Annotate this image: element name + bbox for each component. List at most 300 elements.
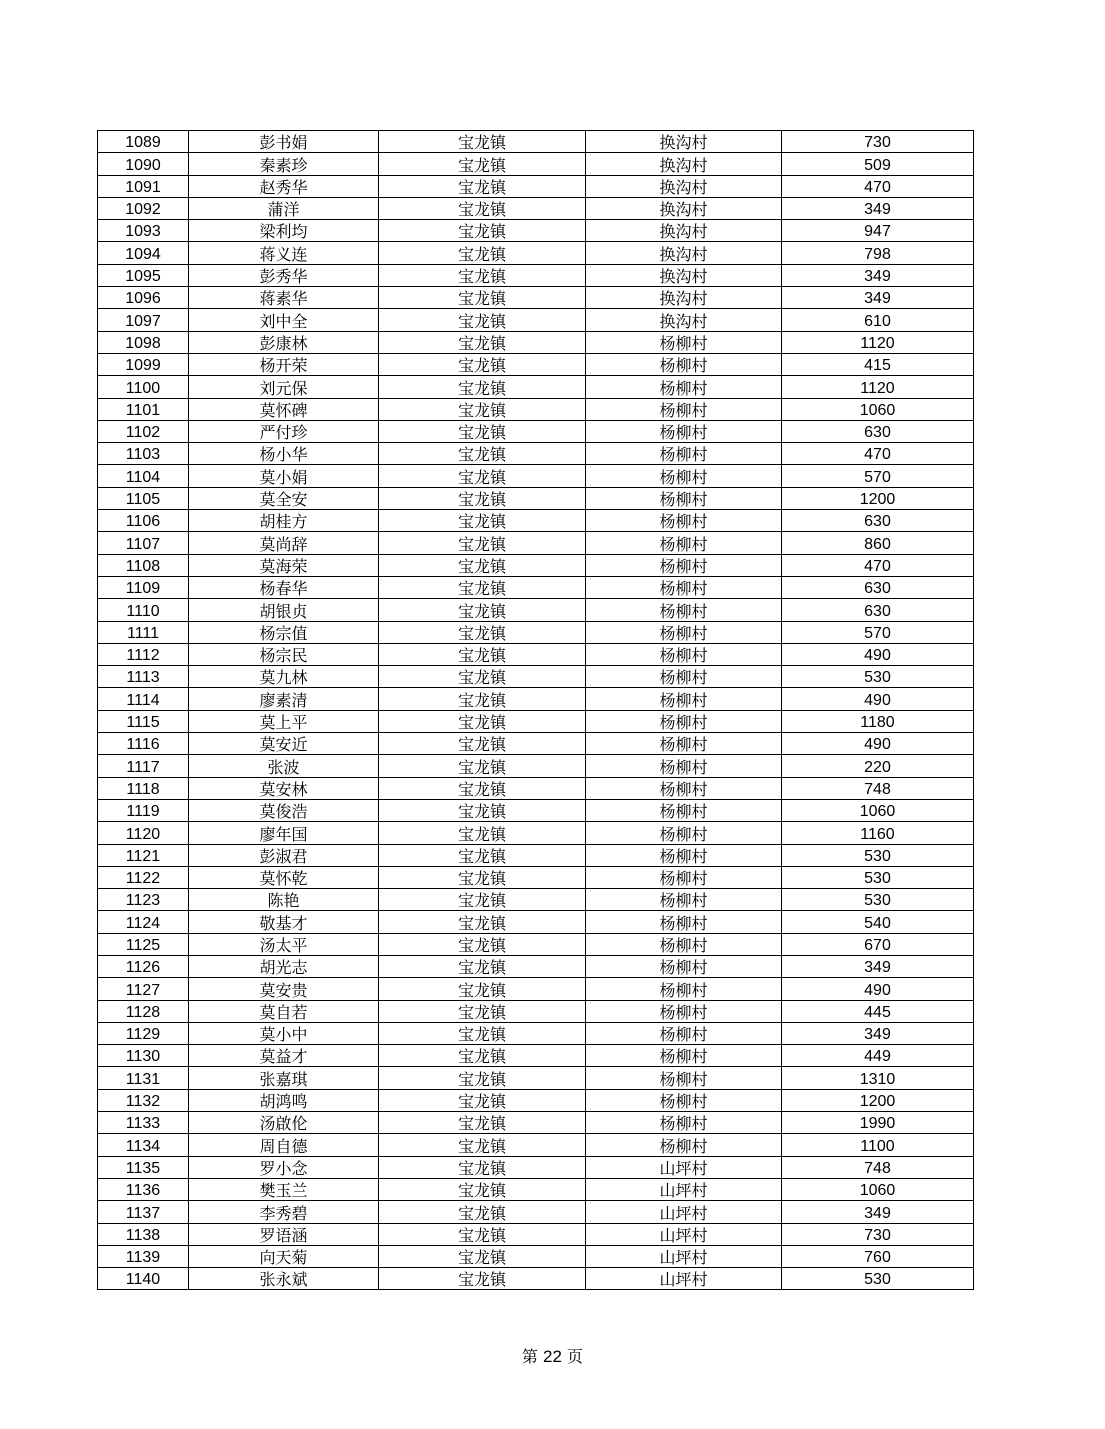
row-id-cell: 1090 bbox=[98, 153, 189, 175]
row-id-cell: 1114 bbox=[98, 688, 189, 710]
row-id-cell: 1106 bbox=[98, 510, 189, 532]
table-row bbox=[98, 844, 974, 866]
amount-cell: 798 bbox=[782, 242, 974, 264]
row-id-cell: 1105 bbox=[98, 487, 189, 509]
name-cell: 蒋素华 bbox=[189, 287, 379, 309]
village-cell: 杨柳村 bbox=[586, 1067, 782, 1089]
village-cell: 杨柳村 bbox=[586, 487, 782, 509]
row-id-cell: 1120 bbox=[98, 822, 189, 844]
table-row bbox=[98, 755, 974, 777]
name-cell: 杨春华 bbox=[189, 576, 379, 598]
amount-cell: 540 bbox=[782, 911, 974, 933]
page-prefix: 第 bbox=[521, 1347, 538, 1366]
row-id-cell: 1116 bbox=[98, 733, 189, 755]
name-cell: 秦素珍 bbox=[189, 153, 379, 175]
name-cell: 莫安近 bbox=[189, 733, 379, 755]
row-id-cell: 1098 bbox=[98, 331, 189, 353]
amount-cell: 349 bbox=[782, 287, 974, 309]
town-cell: 宝龙镇 bbox=[379, 643, 586, 665]
row-id-cell: 1104 bbox=[98, 465, 189, 487]
page-footer bbox=[0, 1344, 1105, 1367]
name-cell: 张嘉琪 bbox=[189, 1067, 379, 1089]
row-id-cell: 1089 bbox=[98, 131, 189, 153]
amount-cell: 1310 bbox=[782, 1067, 974, 1089]
row-id-cell: 1111 bbox=[98, 621, 189, 643]
town-cell: 宝龙镇 bbox=[379, 576, 586, 598]
table-row bbox=[98, 175, 974, 197]
amount-cell: 1120 bbox=[782, 331, 974, 353]
table-row bbox=[98, 1156, 974, 1178]
amount-cell: 530 bbox=[782, 866, 974, 888]
town-cell: 宝龙镇 bbox=[379, 777, 586, 799]
village-cell: 杨柳村 bbox=[586, 710, 782, 732]
village-cell: 山坪村 bbox=[586, 1178, 782, 1200]
town-cell: 宝龙镇 bbox=[379, 1045, 586, 1067]
town-cell: 宝龙镇 bbox=[379, 242, 586, 264]
name-cell: 莫小娟 bbox=[189, 465, 379, 487]
name-cell: 杨小华 bbox=[189, 443, 379, 465]
name-cell: 罗语涵 bbox=[189, 1223, 379, 1245]
town-cell: 宝龙镇 bbox=[379, 666, 586, 688]
village-cell: 杨柳村 bbox=[586, 1134, 782, 1156]
name-cell: 胡鸿鸣 bbox=[189, 1089, 379, 1111]
amount-cell: 1060 bbox=[782, 799, 974, 821]
town-cell: 宝龙镇 bbox=[379, 710, 586, 732]
amount-cell: 1990 bbox=[782, 1112, 974, 1134]
row-id-cell: 1129 bbox=[98, 1022, 189, 1044]
amount-cell: 730 bbox=[782, 1223, 974, 1245]
table-row bbox=[98, 799, 974, 821]
amount-cell: 1120 bbox=[782, 376, 974, 398]
table-row bbox=[98, 889, 974, 911]
amount-cell: 1200 bbox=[782, 1089, 974, 1111]
amount-cell: 449 bbox=[782, 1045, 974, 1067]
amount-cell: 415 bbox=[782, 353, 974, 375]
table-row bbox=[98, 309, 974, 331]
village-cell: 杨柳村 bbox=[586, 621, 782, 643]
row-id-cell: 1132 bbox=[98, 1089, 189, 1111]
town-cell: 宝龙镇 bbox=[379, 844, 586, 866]
table-row bbox=[98, 666, 974, 688]
table-row bbox=[98, 131, 974, 153]
amount-cell: 490 bbox=[782, 688, 974, 710]
town-cell: 宝龙镇 bbox=[379, 554, 586, 576]
row-id-cell: 1135 bbox=[98, 1156, 189, 1178]
amount-cell: 349 bbox=[782, 197, 974, 219]
name-cell: 廖素清 bbox=[189, 688, 379, 710]
name-cell: 胡银贞 bbox=[189, 599, 379, 621]
town-cell: 宝龙镇 bbox=[379, 1000, 586, 1022]
row-id-cell: 1134 bbox=[98, 1134, 189, 1156]
amount-cell: 570 bbox=[782, 621, 974, 643]
village-cell: 山坪村 bbox=[586, 1245, 782, 1267]
table-row bbox=[98, 1268, 974, 1290]
table-row bbox=[98, 487, 974, 509]
table-row bbox=[98, 1223, 974, 1245]
table-row bbox=[98, 1201, 974, 1223]
table-row bbox=[98, 1089, 974, 1111]
row-id-cell: 1100 bbox=[98, 376, 189, 398]
town-cell: 宝龙镇 bbox=[379, 799, 586, 821]
table-row bbox=[98, 643, 974, 665]
town-cell: 宝龙镇 bbox=[379, 465, 586, 487]
amount-cell: 1160 bbox=[782, 822, 974, 844]
table-row bbox=[98, 599, 974, 621]
name-cell: 莫安林 bbox=[189, 777, 379, 799]
table-row bbox=[98, 1245, 974, 1267]
name-cell: 刘中全 bbox=[189, 309, 379, 331]
town-cell: 宝龙镇 bbox=[379, 398, 586, 420]
row-id-cell: 1123 bbox=[98, 889, 189, 911]
name-cell: 杨宗民 bbox=[189, 643, 379, 665]
amount-cell: 1100 bbox=[782, 1134, 974, 1156]
town-cell: 宝龙镇 bbox=[379, 1134, 586, 1156]
town-cell: 宝龙镇 bbox=[379, 220, 586, 242]
village-cell: 杨柳村 bbox=[586, 554, 782, 576]
row-id-cell: 1119 bbox=[98, 799, 189, 821]
name-cell: 梁利均 bbox=[189, 220, 379, 242]
town-cell: 宝龙镇 bbox=[379, 733, 586, 755]
town-cell: 宝龙镇 bbox=[379, 309, 586, 331]
table-row bbox=[98, 1112, 974, 1134]
town-cell: 宝龙镇 bbox=[379, 755, 586, 777]
village-cell: 杨柳村 bbox=[586, 1000, 782, 1022]
village-cell: 杨柳村 bbox=[586, 866, 782, 888]
village-cell: 杨柳村 bbox=[586, 1022, 782, 1044]
amount-cell: 509 bbox=[782, 153, 974, 175]
village-cell: 杨柳村 bbox=[586, 599, 782, 621]
town-cell: 宝龙镇 bbox=[379, 1089, 586, 1111]
name-cell: 莫全安 bbox=[189, 487, 379, 509]
name-cell: 廖年国 bbox=[189, 822, 379, 844]
name-cell: 莫尚辞 bbox=[189, 532, 379, 554]
village-cell: 换沟村 bbox=[586, 220, 782, 242]
name-cell: 李秀碧 bbox=[189, 1201, 379, 1223]
amount-cell: 748 bbox=[782, 777, 974, 799]
row-id-cell: 1118 bbox=[98, 777, 189, 799]
name-cell: 陈艳 bbox=[189, 889, 379, 911]
village-cell: 杨柳村 bbox=[586, 1112, 782, 1134]
town-cell: 宝龙镇 bbox=[379, 376, 586, 398]
village-cell: 杨柳村 bbox=[586, 420, 782, 442]
amount-cell: 760 bbox=[782, 1245, 974, 1267]
village-cell: 换沟村 bbox=[586, 309, 782, 331]
name-cell: 莫九林 bbox=[189, 666, 379, 688]
amount-cell: 530 bbox=[782, 889, 974, 911]
table-row bbox=[98, 1000, 974, 1022]
row-id-cell: 1101 bbox=[98, 398, 189, 420]
row-id-cell: 1127 bbox=[98, 978, 189, 1000]
amount-cell: 947 bbox=[782, 220, 974, 242]
amount-cell: 349 bbox=[782, 955, 974, 977]
name-cell: 罗小念 bbox=[189, 1156, 379, 1178]
beneficiary-table bbox=[97, 130, 974, 1290]
town-cell: 宝龙镇 bbox=[379, 1268, 586, 1290]
name-cell: 严付珍 bbox=[189, 420, 379, 442]
table-row bbox=[98, 733, 974, 755]
name-cell: 杨宗值 bbox=[189, 621, 379, 643]
row-id-cell: 1113 bbox=[98, 666, 189, 688]
amount-cell: 470 bbox=[782, 443, 974, 465]
row-id-cell: 1115 bbox=[98, 710, 189, 732]
town-cell: 宝龙镇 bbox=[379, 822, 586, 844]
table-row bbox=[98, 1134, 974, 1156]
table-row bbox=[98, 220, 974, 242]
row-id-cell: 1121 bbox=[98, 844, 189, 866]
row-id-cell: 1112 bbox=[98, 643, 189, 665]
amount-cell: 630 bbox=[782, 576, 974, 598]
table-row bbox=[98, 376, 974, 398]
town-cell: 宝龙镇 bbox=[379, 1112, 586, 1134]
row-id-cell: 1124 bbox=[98, 911, 189, 933]
row-id-cell: 1133 bbox=[98, 1112, 189, 1134]
name-cell: 蒲洋 bbox=[189, 197, 379, 219]
town-cell: 宝龙镇 bbox=[379, 131, 586, 153]
village-cell: 换沟村 bbox=[586, 175, 782, 197]
town-cell: 宝龙镇 bbox=[379, 353, 586, 375]
name-cell: 彭淑君 bbox=[189, 844, 379, 866]
name-cell: 赵秀华 bbox=[189, 175, 379, 197]
village-cell: 杨柳村 bbox=[586, 398, 782, 420]
row-id-cell: 1092 bbox=[98, 197, 189, 219]
town-cell: 宝龙镇 bbox=[379, 487, 586, 509]
amount-cell: 670 bbox=[782, 933, 974, 955]
town-cell: 宝龙镇 bbox=[379, 1245, 586, 1267]
town-cell: 宝龙镇 bbox=[379, 599, 586, 621]
amount-cell: 349 bbox=[782, 1201, 974, 1223]
table-row bbox=[98, 710, 974, 732]
town-cell: 宝龙镇 bbox=[379, 933, 586, 955]
amount-cell: 1180 bbox=[782, 710, 974, 732]
table-row bbox=[98, 331, 974, 353]
name-cell: 莫益才 bbox=[189, 1045, 379, 1067]
table-row bbox=[98, 822, 974, 844]
row-id-cell: 1110 bbox=[98, 599, 189, 621]
village-cell: 杨柳村 bbox=[586, 777, 782, 799]
amount-cell: 530 bbox=[782, 666, 974, 688]
name-cell: 彭康林 bbox=[189, 331, 379, 353]
town-cell: 宝龙镇 bbox=[379, 287, 586, 309]
name-cell: 莫海荣 bbox=[189, 554, 379, 576]
table-row bbox=[98, 554, 974, 576]
table-row bbox=[98, 866, 974, 888]
town-cell: 宝龙镇 bbox=[379, 1178, 586, 1200]
village-cell: 杨柳村 bbox=[586, 844, 782, 866]
town-cell: 宝龙镇 bbox=[379, 153, 586, 175]
row-id-cell: 1125 bbox=[98, 933, 189, 955]
row-id-cell: 1107 bbox=[98, 532, 189, 554]
table-row bbox=[98, 242, 974, 264]
amount-cell: 490 bbox=[782, 643, 974, 665]
village-cell: 杨柳村 bbox=[586, 576, 782, 598]
table-row bbox=[98, 576, 974, 598]
row-id-cell: 1117 bbox=[98, 755, 189, 777]
name-cell: 向天菊 bbox=[189, 1245, 379, 1267]
row-id-cell: 1137 bbox=[98, 1201, 189, 1223]
name-cell: 蒋义连 bbox=[189, 242, 379, 264]
village-cell: 杨柳村 bbox=[586, 933, 782, 955]
row-id-cell: 1126 bbox=[98, 955, 189, 977]
village-cell: 杨柳村 bbox=[586, 353, 782, 375]
row-id-cell: 1140 bbox=[98, 1268, 189, 1290]
town-cell: 宝龙镇 bbox=[379, 1156, 586, 1178]
town-cell: 宝龙镇 bbox=[379, 197, 586, 219]
village-cell: 山坪村 bbox=[586, 1223, 782, 1245]
town-cell: 宝龙镇 bbox=[379, 264, 586, 286]
village-cell: 杨柳村 bbox=[586, 889, 782, 911]
town-cell: 宝龙镇 bbox=[379, 532, 586, 554]
table-row bbox=[98, 264, 974, 286]
amount-cell: 445 bbox=[782, 1000, 974, 1022]
village-cell: 杨柳村 bbox=[586, 666, 782, 688]
amount-cell: 1060 bbox=[782, 398, 974, 420]
village-cell: 换沟村 bbox=[586, 197, 782, 219]
amount-cell: 530 bbox=[782, 1268, 974, 1290]
table-row bbox=[98, 1045, 974, 1067]
town-cell: 宝龙镇 bbox=[379, 175, 586, 197]
row-id-cell: 1130 bbox=[98, 1045, 189, 1067]
table-row bbox=[98, 933, 974, 955]
village-cell: 换沟村 bbox=[586, 153, 782, 175]
row-id-cell: 1096 bbox=[98, 287, 189, 309]
town-cell: 宝龙镇 bbox=[379, 688, 586, 710]
name-cell: 张永斌 bbox=[189, 1268, 379, 1290]
village-cell: 杨柳村 bbox=[586, 510, 782, 532]
town-cell: 宝龙镇 bbox=[379, 866, 586, 888]
village-cell: 换沟村 bbox=[586, 131, 782, 153]
village-cell: 换沟村 bbox=[586, 264, 782, 286]
amount-cell: 1060 bbox=[782, 1178, 974, 1200]
village-cell: 山坪村 bbox=[586, 1268, 782, 1290]
town-cell: 宝龙镇 bbox=[379, 420, 586, 442]
village-cell: 杨柳村 bbox=[586, 1089, 782, 1111]
row-id-cell: 1095 bbox=[98, 264, 189, 286]
row-id-cell: 1108 bbox=[98, 554, 189, 576]
town-cell: 宝龙镇 bbox=[379, 889, 586, 911]
amount-cell: 630 bbox=[782, 510, 974, 532]
amount-cell: 630 bbox=[782, 599, 974, 621]
table-body bbox=[98, 131, 974, 1290]
row-id-cell: 1122 bbox=[98, 866, 189, 888]
amount-cell: 860 bbox=[782, 532, 974, 554]
name-cell: 莫俊浩 bbox=[189, 799, 379, 821]
row-id-cell: 1091 bbox=[98, 175, 189, 197]
village-cell: 山坪村 bbox=[586, 1156, 782, 1178]
row-id-cell: 1094 bbox=[98, 242, 189, 264]
row-id-cell: 1128 bbox=[98, 1000, 189, 1022]
town-cell: 宝龙镇 bbox=[379, 1022, 586, 1044]
amount-cell: 470 bbox=[782, 175, 974, 197]
table-row bbox=[98, 153, 974, 175]
table-row bbox=[98, 420, 974, 442]
row-id-cell: 1138 bbox=[98, 1223, 189, 1245]
table-row bbox=[98, 978, 974, 1000]
table-row bbox=[98, 955, 974, 977]
name-cell: 彭书娟 bbox=[189, 131, 379, 153]
table-row bbox=[98, 621, 974, 643]
table-row bbox=[98, 353, 974, 375]
name-cell: 莫怀乾 bbox=[189, 866, 379, 888]
amount-cell: 748 bbox=[782, 1156, 974, 1178]
row-id-cell: 1103 bbox=[98, 443, 189, 465]
name-cell: 敬基才 bbox=[189, 911, 379, 933]
amount-cell: 349 bbox=[782, 264, 974, 286]
table-row bbox=[98, 287, 974, 309]
town-cell: 宝龙镇 bbox=[379, 911, 586, 933]
village-cell: 杨柳村 bbox=[586, 1045, 782, 1067]
village-cell: 杨柳村 bbox=[586, 465, 782, 487]
town-cell: 宝龙镇 bbox=[379, 621, 586, 643]
name-cell: 莫小中 bbox=[189, 1022, 379, 1044]
village-cell: 杨柳村 bbox=[586, 643, 782, 665]
town-cell: 宝龙镇 bbox=[379, 1067, 586, 1089]
name-cell: 莫上平 bbox=[189, 710, 379, 732]
town-cell: 宝龙镇 bbox=[379, 510, 586, 532]
table-row bbox=[98, 510, 974, 532]
town-cell: 宝龙镇 bbox=[379, 443, 586, 465]
row-id-cell: 1139 bbox=[98, 1245, 189, 1267]
town-cell: 宝龙镇 bbox=[379, 1201, 586, 1223]
table-row bbox=[98, 1178, 974, 1200]
name-cell: 张波 bbox=[189, 755, 379, 777]
table-row bbox=[98, 777, 974, 799]
name-cell: 杨开荣 bbox=[189, 353, 379, 375]
amount-cell: 630 bbox=[782, 420, 974, 442]
table-row bbox=[98, 465, 974, 487]
village-cell: 杨柳村 bbox=[586, 376, 782, 398]
village-cell: 杨柳村 bbox=[586, 733, 782, 755]
village-cell: 杨柳村 bbox=[586, 443, 782, 465]
amount-cell: 349 bbox=[782, 1022, 974, 1044]
village-cell: 杨柳村 bbox=[586, 688, 782, 710]
name-cell: 刘元保 bbox=[189, 376, 379, 398]
amount-cell: 470 bbox=[782, 554, 974, 576]
amount-cell: 730 bbox=[782, 131, 974, 153]
village-cell: 杨柳村 bbox=[586, 978, 782, 1000]
amount-cell: 1200 bbox=[782, 487, 974, 509]
village-cell: 杨柳村 bbox=[586, 955, 782, 977]
table-row bbox=[98, 1022, 974, 1044]
village-cell: 杨柳村 bbox=[586, 331, 782, 353]
town-cell: 宝龙镇 bbox=[379, 1223, 586, 1245]
amount-cell: 220 bbox=[782, 755, 974, 777]
name-cell: 周自德 bbox=[189, 1134, 379, 1156]
village-cell: 杨柳村 bbox=[586, 911, 782, 933]
table-row bbox=[98, 443, 974, 465]
name-cell: 胡桂方 bbox=[189, 510, 379, 532]
table-row bbox=[98, 911, 974, 933]
name-cell: 莫怀碑 bbox=[189, 398, 379, 420]
page-number: 22 bbox=[543, 1347, 562, 1366]
village-cell: 山坪村 bbox=[586, 1201, 782, 1223]
row-id-cell: 1093 bbox=[98, 220, 189, 242]
row-id-cell: 1136 bbox=[98, 1178, 189, 1200]
page-suffix: 页 bbox=[567, 1347, 584, 1366]
table-row bbox=[98, 197, 974, 219]
village-cell: 换沟村 bbox=[586, 242, 782, 264]
amount-cell: 570 bbox=[782, 465, 974, 487]
village-cell: 杨柳村 bbox=[586, 822, 782, 844]
name-cell: 莫安贵 bbox=[189, 978, 379, 1000]
row-id-cell: 1102 bbox=[98, 420, 189, 442]
name-cell: 汤太平 bbox=[189, 933, 379, 955]
table-row bbox=[98, 398, 974, 420]
name-cell: 汤啟伦 bbox=[189, 1112, 379, 1134]
table-row bbox=[98, 532, 974, 554]
row-id-cell: 1099 bbox=[98, 353, 189, 375]
amount-cell: 530 bbox=[782, 844, 974, 866]
row-id-cell: 1097 bbox=[98, 309, 189, 331]
